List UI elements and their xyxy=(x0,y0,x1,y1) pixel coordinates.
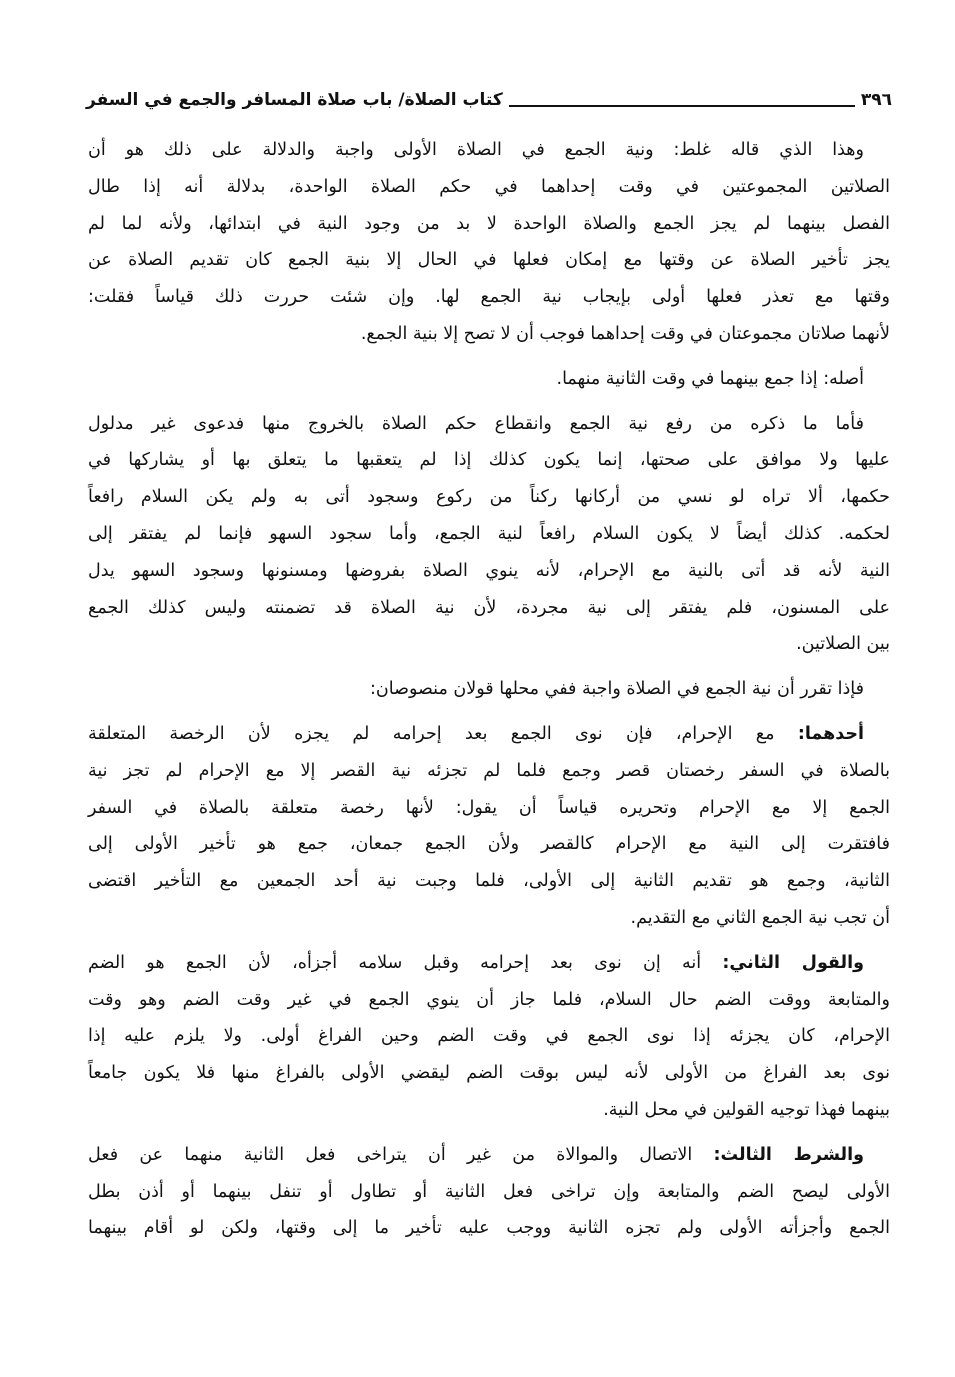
text-line xyxy=(88,753,890,790)
text-line xyxy=(88,982,890,1019)
text-line xyxy=(88,553,890,590)
line-text: الفصل بينهما لم يجز الجمع والصلاة الواحدة لا بد من وجود النية في ابتدائها، ولأنه لما لم xyxy=(88,213,890,234)
line-text: الاتصال والموالاة من غير أن يتراخى فعل الثانية منهما عن فعل xyxy=(88,1144,693,1165)
text-line xyxy=(88,132,890,169)
text-line xyxy=(88,671,890,708)
running-title: كتاب الصلاة/ باب صلاة المسافر والجمع في السفر xyxy=(86,90,503,110)
text-line xyxy=(88,826,890,863)
line-text: لحكمه. كذلك أيضاً لا يكون السلام رافعاً لنية الجمع، وأما سجود السهو فإنما لم يفتقر إلى xyxy=(88,523,890,544)
paragraph xyxy=(88,1137,890,1247)
line-text: أن تجب نية الجمع الثاني مع التقديم. xyxy=(630,907,890,928)
paragraph xyxy=(88,671,890,708)
line-text: على المسنون، فلم يفتقر إلى نية مجردة، لأن نية الصلاة قد تضمنته وليس كذلك الجمع xyxy=(88,597,890,618)
paragraph xyxy=(88,406,890,664)
text-line xyxy=(88,863,890,900)
page-number: ٣٩٦ xyxy=(860,90,892,110)
text-line xyxy=(88,242,890,279)
bold-lead: أحدهما: xyxy=(797,723,864,744)
line-text: عليها ولا موافق على صحتها، إنما يكون كذلك إذا لم يتعقبها ما يتعلق بها أو يشاركها في xyxy=(88,450,890,471)
line-text: فأما ما ذكره من رفع نية الجمع وانقطاع حكم الصلاة بالخروج منها فدعوى غير مدلول xyxy=(88,413,864,434)
text-line xyxy=(88,590,890,627)
body-text xyxy=(88,132,890,1255)
line-text: الأولى ليصح الضم والمتابعة وإن تراخى فعل الثانية أو تطاول أو تنفل بينهما أو أذن بطل xyxy=(88,1181,890,1202)
line-text: يجز تأخير الصلاة عن وقتها مع إمكان فعلها في الحال إلا بنية الجمع كان تقديم الصلاة عن xyxy=(88,250,890,271)
line-text: الجمع إلا مع الإحرام وتحريره قياساً أن يقول: لأنها رخصة متعلقة بالصلاة في السفر xyxy=(88,797,890,818)
text-line xyxy=(88,1210,890,1247)
line-text: أصله: إذا جمع بينهما في وقت الثانية منهما. xyxy=(556,368,864,389)
line-text: لأنهما صلاتان مجموعتان في وقت إحداهما فوجب أن لا تصح إلا بنية الجمع. xyxy=(360,323,890,344)
text-line xyxy=(88,1018,890,1055)
text-line xyxy=(88,406,890,443)
line-text: الثانية، وجمع هو تقديم الثانية إلى الأولى، فلما وجبت نية أحد الجمعين مع التأخير اقتضى xyxy=(88,871,890,892)
line-text: بينهما فهذا توجيه القولين في محل النية. xyxy=(603,1099,890,1120)
line-text: الصلاتين المجموعتين في وقت إحداهما في حكم الصلاة الواحدة، بدلالة أنه إذا طال xyxy=(88,176,890,197)
line-text: نوى بعد الفراغ من الأولى لأنه ليس بوقت الضم ليقضي الأولى بالفراغ منها فلا يكون جامعاً xyxy=(88,1063,890,1084)
line-text: وقتها مع تعذر فعلها أولى بإيجاب نية الجمع لها. وإن شئت حررت ذلك قياساً فقلت: xyxy=(88,287,890,308)
text-line xyxy=(88,1174,890,1211)
line-text: أنه إن نوى بعد إحرامه وقبل سلامه أجزأه، لأن الجمع هو الضم xyxy=(88,952,702,973)
text-line xyxy=(88,790,890,827)
text-line xyxy=(88,169,890,206)
line-text: الجمع وأجزأته الأولى ولم تجزه الثانية ووجب عليه تأخير ما إلى وقتها، ولكن لو أقام بينهما xyxy=(88,1218,890,1239)
line-text: والمتابعة ووقت الضم حال السلام، فلما جاز أن ينوي الجمع في غير وقت الضم وهو وقت xyxy=(88,989,890,1010)
text-line xyxy=(88,945,890,982)
text-line xyxy=(88,516,890,553)
text-line xyxy=(88,361,890,398)
paragraph xyxy=(88,716,890,937)
bold-lead: والقول الثاني: xyxy=(722,952,864,973)
line-text: وهذا الذي قاله غلط: ونية الجمع في الصلاة الأولى واجبة والدلالة على ذلك هو أن xyxy=(88,140,864,160)
running-header xyxy=(86,84,892,116)
paragraph xyxy=(88,132,890,353)
line-text: النية لأنه قد أتى بالنية مع الإحرام، لأنه ينوي الصلاة بفروضها ومسنونها وسجود السهو يدل xyxy=(88,560,890,581)
text-line xyxy=(88,316,890,353)
text-line xyxy=(88,900,890,937)
text-line xyxy=(88,442,890,479)
line-text: فافتقرت إلى النية مع الإحرام كالقصر ولأن الجمع جمعان، جمع هو تأخير الأولى إلى xyxy=(88,834,890,855)
line-text: الإحرام، كان يجزئه إذا نوى الجمع في وقت الضم وحين الفراغ أولى. ولا يلزم عليه إذا xyxy=(88,1026,890,1047)
header-rule xyxy=(509,93,855,107)
line-text: بالصلاة في السفر رخصتان قصر وجمع فلما لم تجزئه نية القصر إلا مع الإحرام لم تجز نية xyxy=(88,760,890,781)
line-text: فإذا تقرر أن نية الجمع في الصلاة واجبة ففي محلها قولان منصوصان: xyxy=(370,679,864,700)
paragraph xyxy=(88,361,890,398)
bold-lead: والشرط الثالث: xyxy=(713,1144,864,1165)
text-line xyxy=(88,1137,890,1174)
text-line xyxy=(88,1092,890,1129)
line-text: بين الصلاتين. xyxy=(796,634,890,655)
text-line xyxy=(88,1055,890,1092)
text-line xyxy=(88,279,890,316)
text-line xyxy=(88,479,890,516)
paragraph xyxy=(88,945,890,1129)
line-text: مع الإحرام، فإن نوى الجمع بعد إحرامه لم يجزه لأن الرخصة المتعلقة xyxy=(88,723,775,744)
text-line xyxy=(88,716,890,753)
line-text: حكمها، ألا تراه لو نسي من أركانها ركناً من ركوع وسجود أتى به ولم يكن السلام رافعاً xyxy=(88,487,890,508)
text-line xyxy=(88,206,890,243)
text-line xyxy=(88,626,890,663)
